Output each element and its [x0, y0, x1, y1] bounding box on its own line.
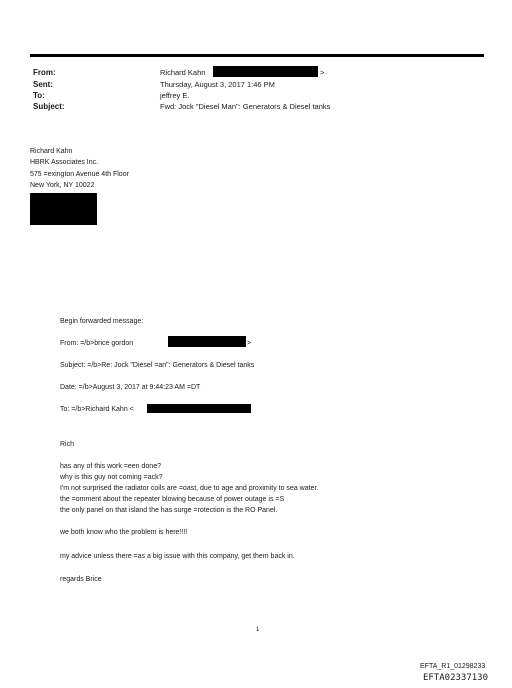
- forwarded-subject: Subject: =/b>Re: Jock "Diesel =an": Generators & Diesel tanks: [60, 362, 255, 369]
- signature-city: New York, NY 10022: [30, 182, 95, 189]
- to-value: jeffrey E.: [160, 91, 190, 100]
- forwarded-to: To: =/b>Richard Kahn <: [60, 406, 134, 413]
- subject-value: Fwd: Jock "Diesel Man": Generators & Diesel tanks: [160, 102, 331, 111]
- bates-number-secondary: EFTA02337130: [423, 673, 489, 683]
- message-greeting: Rich: [60, 441, 75, 448]
- to-label: To:: [33, 91, 45, 100]
- message-line: I'm not surprised the radiator coils are =oast, due to age and proximity to sea water.: [60, 485, 319, 492]
- message-closing: regards Brice: [60, 576, 102, 583]
- redaction-forwarded-from-email: [168, 336, 246, 347]
- from-label: From:: [33, 68, 56, 77]
- message-line: my advice unless there =as a big issue with this company, get them back in.: [60, 553, 295, 560]
- subject-label: Subject:: [33, 102, 65, 111]
- message-line: why is this guy not coming =ack?: [60, 474, 163, 481]
- forwarded-from-suffix: >: [247, 340, 252, 347]
- forwarded-date: Date: =/b>August 3, 2017 at 9:44:23 AM =DT: [60, 384, 201, 391]
- from-value: Richard Kahn: [160, 68, 206, 77]
- sent-label: Sent:: [33, 80, 53, 89]
- bates-number-primary: EFTA_R1_01298233: [420, 663, 486, 670]
- forwarded-intro: Begin forwarded message:: [60, 318, 144, 325]
- signature-address: 575 =exington Avenue 4th Floor: [30, 171, 129, 178]
- signature-company: HBRK Associates Inc.: [30, 159, 99, 166]
- from-value-suffix: >: [320, 68, 325, 77]
- header-divider: [30, 54, 484, 57]
- redaction-from-email: [213, 66, 318, 77]
- message-line: the =omment about the repeater blowing because of power outage is =S: [60, 496, 285, 503]
- message-line: we both know who the problem is here!!!!: [60, 529, 188, 536]
- message-line: has any of this work =een done?: [60, 463, 161, 470]
- redaction-forwarded-to-email: [147, 404, 251, 413]
- redaction-signature: [30, 193, 97, 225]
- sent-value: Thursday, August 3, 2017 1:46 PM: [160, 80, 275, 89]
- signature-name: Richard Kahn: [30, 148, 73, 155]
- forwarded-from: From: =/b>brice gordon: [60, 340, 134, 347]
- message-line: the only panel on that island the has surge =rotection is the RO Panel.: [60, 507, 278, 514]
- page-number: 1: [256, 627, 260, 633]
